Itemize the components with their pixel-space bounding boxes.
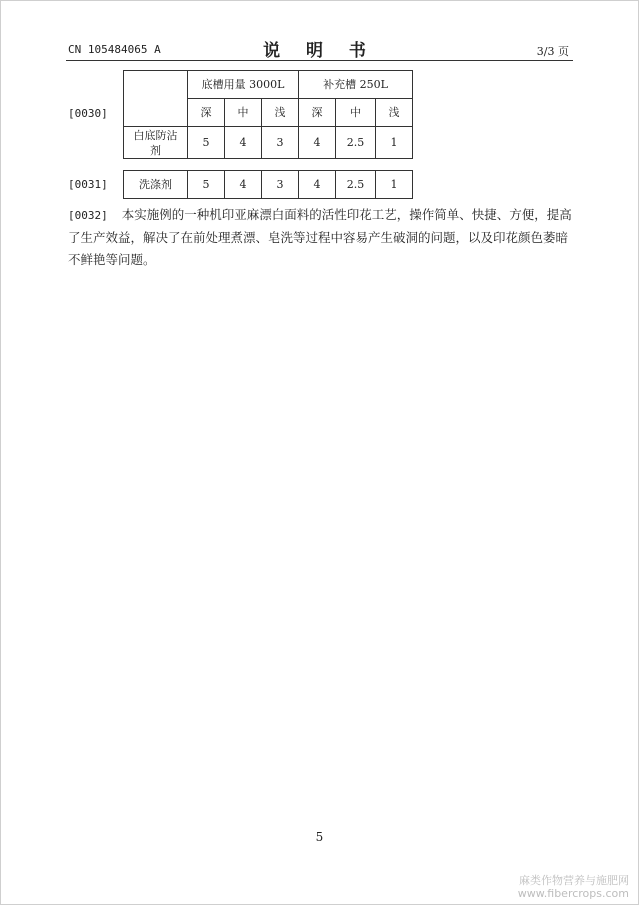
paragraph-number-0031: [0031] <box>68 178 108 191</box>
table-cell: 4 <box>299 171 336 199</box>
row-label: 洗涤剂 <box>124 171 188 199</box>
sub-header: 中 <box>336 99 376 127</box>
table-cell: 3 <box>262 127 299 159</box>
table-corner-cell <box>124 71 188 127</box>
header-rule <box>66 60 573 61</box>
paragraph-number-0032: [0032] <box>68 209 108 222</box>
patent-number: CN 105484065 A <box>68 43 161 56</box>
sub-header: 浅 <box>262 99 299 127</box>
table-cell: 3 <box>262 171 299 199</box>
table-cell: 4 <box>225 127 262 159</box>
table-row <box>124 127 413 159</box>
table-cell: 5 <box>188 171 225 199</box>
table-cell: 4 <box>299 127 336 159</box>
sub-header: 深 <box>188 99 225 127</box>
sub-header: 深 <box>299 99 336 127</box>
table-cell: 1 <box>376 171 413 199</box>
table-cell: 4 <box>225 171 262 199</box>
sub-header: 浅 <box>376 99 413 127</box>
watermark-line: 麻类作物营养与施肥网 <box>519 874 629 887</box>
watermark-line: www.fibercrops.com <box>517 887 629 900</box>
detergent-table <box>123 170 413 199</box>
table-cell: 5 <box>188 127 225 159</box>
group-header-refill-tank: 补充槽 250L <box>299 71 413 99</box>
group-header-main-tank: 底槽用量 3000L <box>188 71 299 99</box>
page-info: 3/3 页 <box>536 45 569 58</box>
paragraph-number-0030: [0030] <box>68 107 108 120</box>
page-number: 5 <box>315 830 324 844</box>
table-cell: 2.5 <box>336 127 376 159</box>
table-cell: 1 <box>376 127 413 159</box>
table-cell: 2.5 <box>336 171 376 199</box>
document-title: 说 明 书 <box>263 41 376 61</box>
sub-header: 中 <box>225 99 262 127</box>
paragraph-text: 本实施例的一种机印亚麻漂白面料的活性印花工艺，操作简单、快捷、方便，提高了生产效益，解决了在前处理煮漂、皂洗等过程中容易产生破洞的问题，以及印花颜色萎暗不鲜艳等问题。 <box>68 207 572 267</box>
table-row <box>124 171 413 199</box>
watermark <box>518 874 629 900</box>
row-label: 白底防沾剂 <box>124 127 188 159</box>
dosage-table <box>123 70 413 159</box>
paragraph-0032 <box>68 204 575 271</box>
